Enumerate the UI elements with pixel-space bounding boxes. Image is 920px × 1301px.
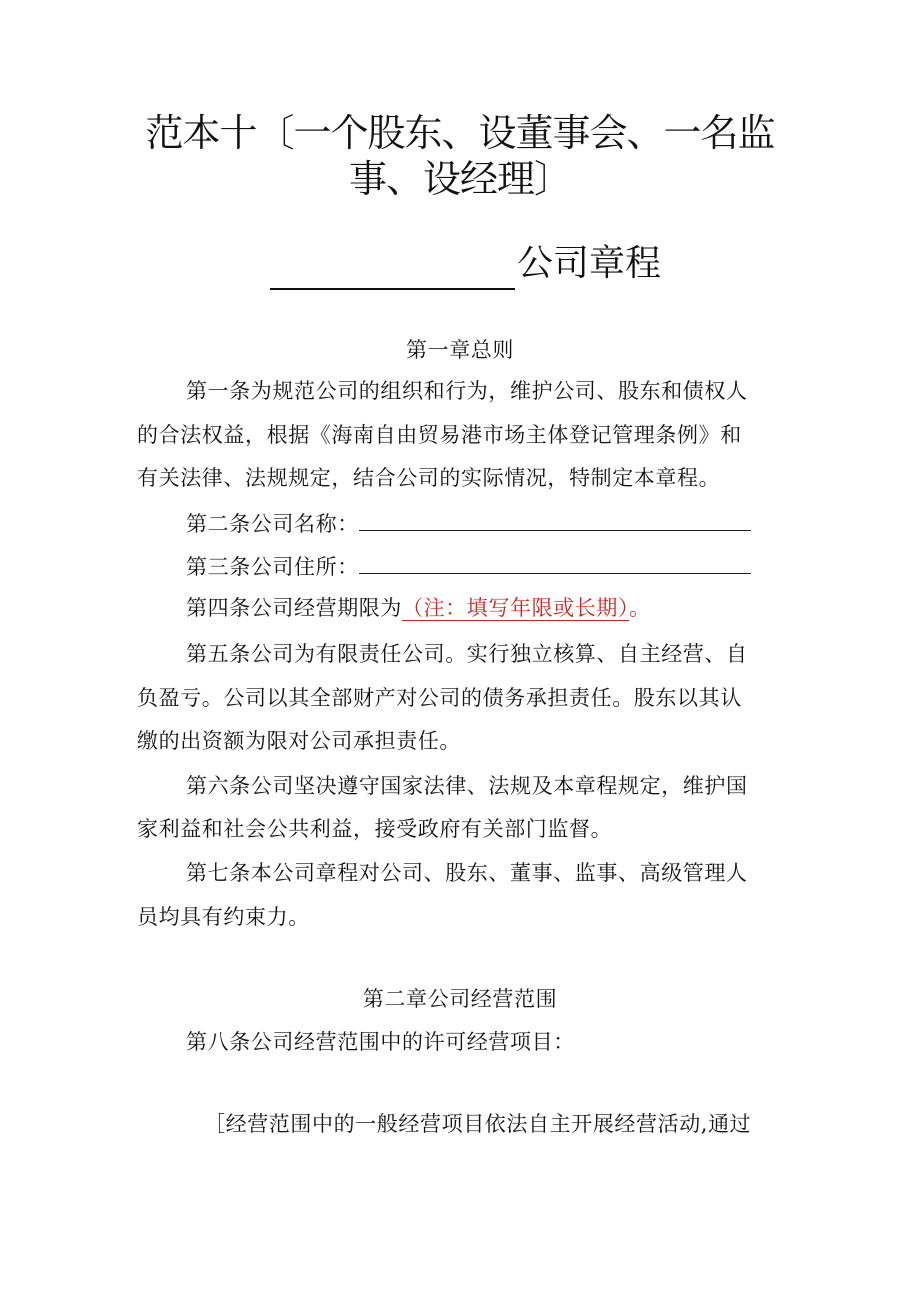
article-1-line-2: 的合法权益，根据《海南自由贸易港市场主体登记管理条例》和 <box>137 423 742 447</box>
document-title-line-2: 事、设经理〕 <box>348 157 571 201</box>
article-5-line-3: 缴的出资额为限对公司承担责任。 <box>137 729 461 753</box>
article-5-line-1: 第五条公司为有限责任公司。实行独立核算、自主经营、自 <box>186 642 748 666</box>
company-name-blank[interactable] <box>270 248 515 290</box>
company-address-field[interactable] <box>359 551 751 574</box>
article-3-label: 第三条公司住所： <box>186 555 359 579</box>
article-7-line-2: 员均具有约束力。 <box>137 905 310 929</box>
article-6-line-1: 第六条公司坚决遵守国家法律、法规及本章程规定，维护国 <box>186 774 748 798</box>
article-7-line-1: 第七条本公司章程对公司、股东、董事、监事、高级管理人 <box>186 861 748 885</box>
business-scope-note: ［经营范围中的一般经营项目依法自主开展经营活动,通过 <box>204 1112 752 1136</box>
article-8: 第八条公司经营范围中的许可经营项目： <box>186 1030 575 1054</box>
article-4-end: 。 <box>629 596 651 620</box>
charter-title-text: 公司章程 <box>517 243 662 284</box>
article-5-line-2: 负盈亏。公司以其全部财产对公司的债务承担责任。股东以其认 <box>137 686 742 710</box>
article-3 <box>186 551 751 582</box>
article-1-line-1: 第一条为规范公司的组织和行为，维护公司、股东和债权人 <box>186 379 748 403</box>
company-name-field[interactable] <box>359 508 751 531</box>
article-4-prefix: 第四条公司经营期限为 <box>186 596 402 620</box>
article-6-line-2: 家利益和社会公共利益，接受政府有关部门监督。 <box>137 817 613 841</box>
article-1-line-3: 有关法律、法规规定，结合公司的实际情况，特制定本章程。 <box>137 466 721 490</box>
article-4-note: （注：填写年限或长期） <box>402 596 630 620</box>
chapter-1-heading: 第一章总则 <box>406 338 514 362</box>
chapter-2-heading: 第二章公司经营范围 <box>362 987 558 1011</box>
article-2 <box>186 508 751 539</box>
article-2-label: 第二条公司名称： <box>186 512 359 536</box>
charter-title <box>270 238 690 290</box>
article-4 <box>186 593 651 623</box>
document-title-line-1: 范本十〔一个股东、设董事会、一名监 <box>145 111 775 155</box>
